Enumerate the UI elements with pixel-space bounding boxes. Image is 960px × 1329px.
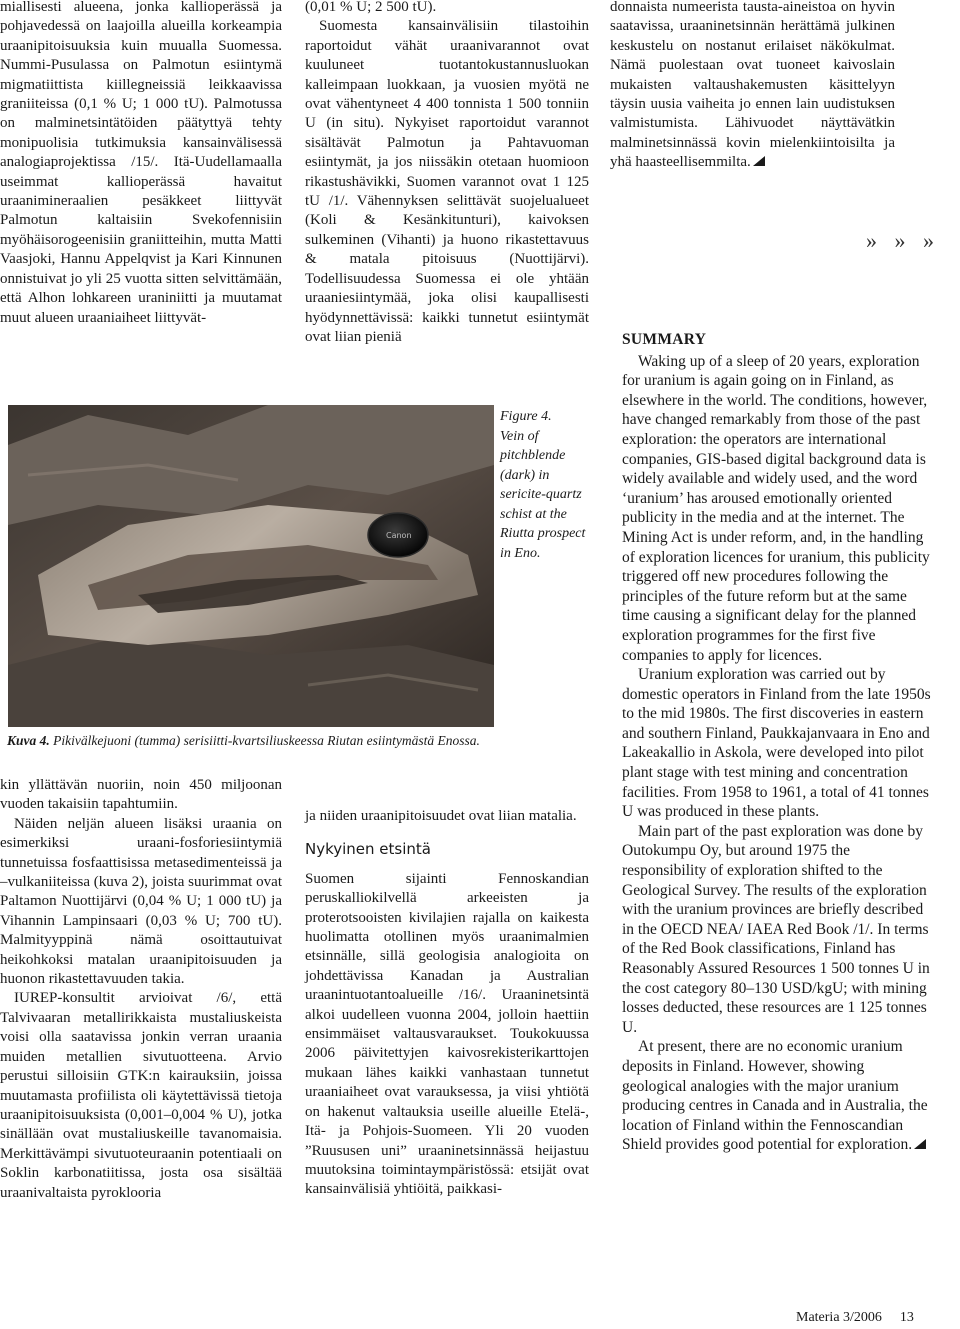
end-mark-icon (753, 156, 765, 166)
column-2-bottom (305, 807, 589, 1200)
summary-box (622, 330, 932, 1155)
page-number: 13 (899, 1310, 914, 1325)
paragraph: ja niiden uraanipitoisuudet ovat liian matalia. (305, 808, 577, 824)
kuva-label: Kuva 4. (7, 733, 50, 748)
journal-name: Materia 3/2006 (796, 1310, 882, 1325)
paragraph: Suomesta kansainvälisiin tilastoihin raportoidut vähät uraanivarannot ovat kuuluneet tuotantokustannusluokan kalleimpaan luokkaan, ja vuosien myötä ne ovat vähentyneet 4 400 tonnista 1 500 tonniin U (in situ). Nykyiset raportoidut varannot sisältävät Palmotun ja Pahtavuoman esiintymät, ja jos niissäkin otetaan huomioon rikastushävikki, Suomen varannot ovat 1 125 tU /1/. Vähennyksen selittävät suojelualueet (Koli & Kesänkitunturi), kaivoksen sulkeminen (Vihanti) ja huono rikastettavuus & matala pitoisuus (Nuottijärvi). Todellisuudessa Suomessa ei ole yhtään uraaniesiintymää, joka olisi kaupallisesti hyödynnettävissä: kaikki tunnetut esiintymät ovat liian pieniä (305, 18, 589, 345)
summary-paragraph: Main part of the past exploration was done by Outokumpu Oy, but around 1975 the responsibility of exploration shifted to the Geological Survey. The results of the exploration with the uranium provinces are briefly described in the OECD NEA/ IAEA Red Book /1/. In terms of the Red Book classifications, Finland has Reasonably Assured Resources 1 500 tonnes U in the cost category 80–130 USD/kgU; with mining losses deducted, these resources are 1 125 tonnes U. (622, 822, 930, 1036)
end-mark-icon (914, 1139, 926, 1149)
paragraph: (0,01 % U; 2 500 tU). (305, 0, 437, 15)
paragraph: IUREP-konsultit arvioivat /6/, että Talvivaaran metallirikkaista mustaliuskeista voisi olla saatavissa jonkin verran uraania muiden metallien sivutuotteena. Arvio perustui silloisiin GTK:n kairauksiin, joissa muutamasta profiilista oli käytettävissä tietoja uraanipitoisuuksista (0,001–0,004 % U), jotka sinällään ovat mustaliuskeille tavanomaisia. Merkittävämpi sivutuoteuraanin potentiaali on Soklin karbonatiitissa, josta osa sisältää uraanivaltaista pyroklooria (0, 990, 282, 1201)
kuva-text: Pikivälkejuoni (tumma) serisiitti-kvartsiliuskeessa Riutan esiintymästä Enossa. (49, 733, 480, 748)
figure-label: Figure 4. (500, 409, 552, 424)
chevrons-icon: » » » (866, 228, 940, 253)
figure-caption-fi (7, 733, 607, 749)
column-1-top (0, 0, 282, 328)
figure-caption-en (500, 407, 595, 563)
paragraph: Näiden neljän alueen lisäksi uraania on esimerkiksi uraani-fosforiesiintymiä tunnetuissa fosfaattisissa metasedimenteissä ja –vulkaniiteissa (kuva 2), joista suurimmat ovat Paltamon Nuottijärvi (0,04 % U; 1 000 tU) ja Vihannin Lampinsaari (0,03 % U; 700 tU). Malmityyppinä nämä osoittautuivat heikohkoksi matalan uraanipitoisuuden ja huonon rikastettavuuden takia. (0, 815, 282, 988)
summary-title: SUMMARY (622, 331, 707, 348)
paragraph: miallisesti alueena, jonka kallioperässä ja pohjavedessä on laajoilla alueilla korkeampia uraanipitoisuuksia kuin muualla Suomessa. Nummi-Pusulassa on Palmotun esiintymä migmatiittista kiillegneissiä leikkaavissa graniiteissa (0,1 % U; 1 000 tU). Palmotussa on malminetsintätöiden päätyttyä tehty monipuolisia tutkimuksia kansainvälisessä analogiaprojektissa /15/. Itä-Uudellamaalla useimmat kallioperässä havaitut uraanimineraalien pesäkkeet liittyvät Palmotun kaltaisiin Svekofennisiin myöhäisorogeenisiin graniitteihin, mutta Matti Vaasjoki, Hannu Appelqvist ja Kari Kinnunen onnistuivat jo yli 25 vuotta sitten selvittämään, että Alhon lohkareen uraniniitti ja muutamat muut alueen uraaniaiheet liittyvät- (0, 0, 282, 326)
summary-paragraph: Waking up of a sleep of 20 years, exploration for uranium is again going on in Finland, as elsewhere in the world. The conditions, however, have changed remarkably from those of the past exploration: the operators are international companies, GIS-based digital background data is widely available and widely used, and the word ‘uranium’ has aroused emotionally oriented publicity in the media and at the internet. The Mining Act is under reform, and, in the handling of exploration licences for uranium, this publicity triggered off new procedures following the principles of the future reform but at the same time causing a significant delay for the planned exploration programmes for the first five companies to apply for licences. (622, 352, 930, 664)
rock-photo-image (8, 405, 494, 727)
figure-photo (8, 405, 494, 727)
column-1-bottom (0, 776, 282, 1203)
paragraph: kin yllättävän nuoriin, noin 450 miljoonan vuoden takaisiin tapahtumiin. (0, 777, 282, 813)
page-footer (796, 1310, 914, 1326)
paragraph (610, 0, 895, 173)
column-3-top (610, 0, 895, 173)
paragraph-text: donnaista numeerista tausta-aineistoa on hyvin saatavissa, uraaninetsinnän herättämä julkinen keskustelu on nostanut erilaiset näkökulmat. Nämä puolestaan ovat tuoneet kaivoslain mukaisten valtaushakemusten käsittelyyn täysin uusia vaiheita jo ennen lain uudistuksen valmistumista. Lähivuodet näyttävätkin malminetsinnässä kovin mielenkiintoisilta ja yhä haasteellisemmilta. (610, 0, 895, 171)
summary-paragraph (622, 1037, 932, 1155)
summary-paragraph: Uranium exploration was carried out by domestic operators in Finland from the late 1950s to the mid 1980s. The first discoveries in eastern and southern Finland, Paukkajanvaara in Eno and Lakeakallio in Askola, were developed into pilot plant stage with test mining and concentration facilities. From 1958 to 1961, a total of 41 tonnes U was produced in these plants. (622, 666, 931, 821)
summary-text: At present, there are no economic uranium deposits in Finland. However, showing geological analogies with the major uranium producing centres in Canada and in Australia, the location of Finland within the Fennoscandian Shield provides good potential for exploration. (622, 1038, 928, 1154)
column-2-top (305, 0, 589, 347)
paragraph: Suomen sijainti Fennoskandian peruskalliokilvellä arkeeisten ja proterotsooisten kivilajien rajalla on kaikesta huolimatta otollinen myös uraanimalmien etsinnälle, sillä geologisia analogioita on johdettävissa Kanadan ja Australian uraanintuotantoalueille /16/. Uraaninetsintä alkoi uudelleen vuonna 2004, jolloin haettiin ensimmäiset valtausvaraukset. Toukokuussa 2006 päivitettyjen kaivosrekisterikarttojen mukaan lähes kaikki vanhastaan tunnetut uraaniaiheet ovat varauksessa, ja viisi yhtiötä on hakenut valtauksia useille alueille Etelä-, Itä- ja Pohjois-Suomeen. Yli 20 vuoden ”Ruususen uni” uraaninetsinnässä heijastuu muutoksina toimintaympäristössä: etsijät ovat kansainvälisiä yhtiöitä, paikkasi- (305, 870, 589, 1198)
lens-cap-text: Canon (386, 531, 412, 540)
figure-text: Vein of pitchblende (dark) in sericite-quartz schist at the Riutta prospect in Eno. (500, 428, 586, 561)
section-heading: Nykyinen etsintä (305, 840, 431, 859)
